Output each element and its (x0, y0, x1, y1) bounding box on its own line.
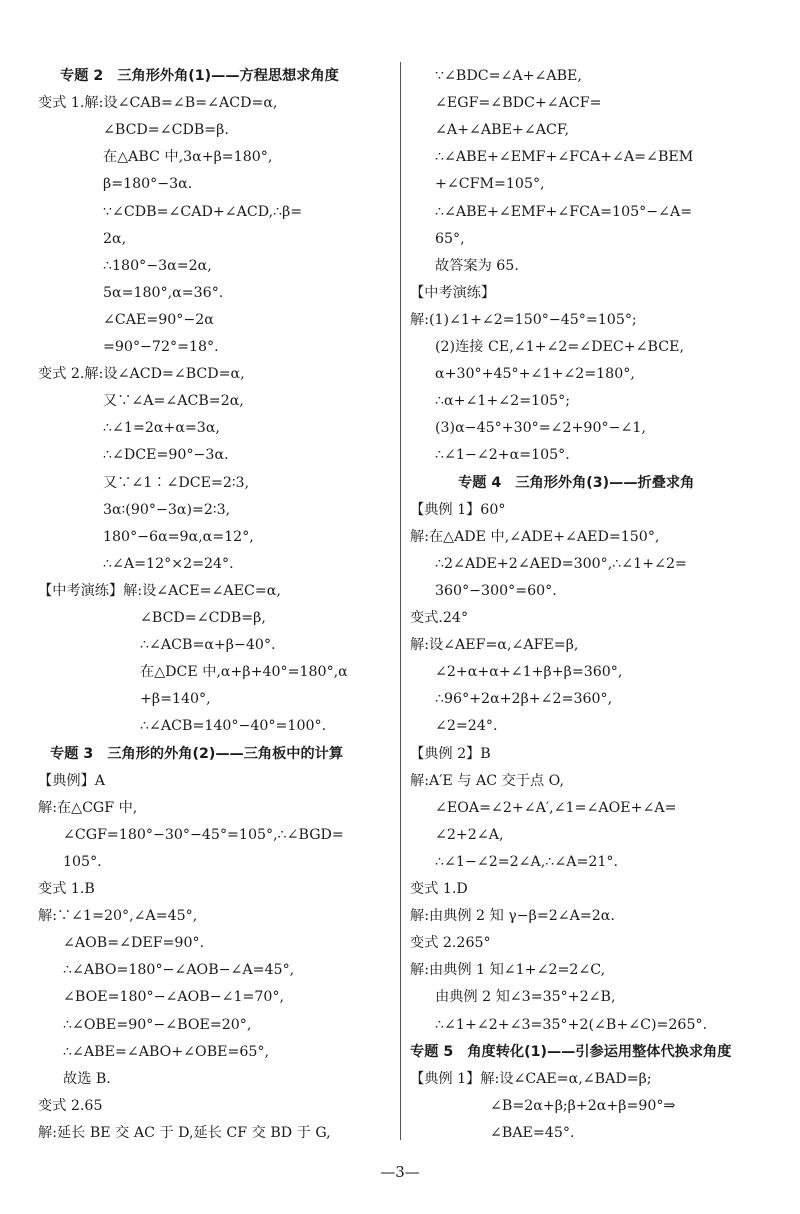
text-line: +∠CFM=105°, (435, 176, 545, 193)
text-line: 65°, (435, 230, 465, 247)
text-line: ∴∠ACB=140°−40°=100°. (140, 718, 327, 735)
text-line: ∠BAE=45°. (490, 1124, 575, 1141)
text-line: ∵∠BDC=∠A+∠ABE, (435, 68, 582, 84)
text-line: ∠2+α+α+∠1+β+β=360°, (435, 664, 623, 681)
text-line: ∴∠A=12°×2=24°. (103, 555, 234, 572)
text-line: ∠EOA=∠2+∠A′,∠1=∠AOE+∠A= (435, 799, 677, 816)
text-line: α+30°+45°+∠1+∠2=180°, (435, 366, 635, 383)
text-line: 又∵∠1∶∠DCE=2∶3, (103, 474, 250, 491)
text-line: 变式 1.B (38, 881, 95, 897)
text-line: 变式.24° (410, 610, 469, 626)
text-line: 【典例 1】解:设∠CAE=α,∠BAD=β; (410, 1070, 652, 1087)
left-column (38, 62, 390, 1152)
text-line: 【典例】A (38, 772, 105, 789)
text-line: 解:延长 BE 交 AC 于 D,延长 CF 交 BD 于 G, (38, 1124, 331, 1141)
text-line: ∠CAE=90°−2α (103, 311, 214, 328)
section-heading: 专题 2 三角形外角(1)——方程思想求角度 (60, 68, 339, 84)
text-line: ∴180°−3α=2α, (103, 257, 212, 274)
column-divider (400, 62, 401, 1140)
text-line: 故答案为 65. (435, 257, 519, 274)
text-line: ∴∠ABE+∠EMF+∠FCA+∠A=∠BEM (435, 149, 694, 166)
text-line: ∴∠1−∠2=2∠A,∴∠A=21°. (435, 853, 619, 870)
text-line: 变式 1.D (410, 881, 468, 897)
right-column (410, 62, 770, 1152)
text-line: 解:由典例 1 知∠1+∠2=2∠C, (410, 962, 606, 979)
text-line: 【典例 2】B (410, 745, 491, 762)
text-line: 解:A′E 与 AC 交于点 O, (410, 772, 564, 789)
text-line: 【中考演练】 (410, 284, 496, 301)
text-line: 解:由典例 2 知 γ−β=2∠A=2α. (410, 908, 615, 925)
text-line: 解:(1)∠1+∠2=150°−45°=105°; (410, 311, 637, 328)
text-line: 由典例 2 知∠3=35°+2∠B, (435, 989, 616, 1006)
text-line: =90°−72°=18°. (103, 339, 219, 355)
text-line: 解:设∠AEF=α,∠AFE=β, (410, 637, 579, 654)
text-line: 又∵∠A=∠ACB=2α, (103, 393, 244, 410)
text-line: ∠EGF=∠BDC+∠ACF= (435, 95, 602, 112)
text-line: β=180°−3α. (103, 176, 193, 193)
text-line: ∠BOE=180°−∠AOB−∠1=70°, (63, 989, 285, 1006)
text-line: (3)α−45°+30°=∠2+90°−∠1, (435, 420, 646, 437)
text-line: 3α∶(90°−3α)=2∶3, (103, 501, 231, 518)
text-line: 在△DCE 中,α+β+40°=180°,α (140, 664, 348, 681)
text-line: ∴96°+2α+2β+∠2=360°, (435, 691, 613, 708)
text-line: ∴∠1+∠2+∠3=35°+2(∠B+∠C)=265°. (435, 1016, 708, 1033)
text-line: 105°. (63, 853, 102, 870)
text-line: 变式 2.265° (410, 935, 491, 952)
text-line: ∠B=2α+β;β+2α+β=90°⇒ (490, 1097, 676, 1114)
text-line: (2)连接 CE,∠1+∠2=∠DEC+∠BCE, (435, 339, 684, 355)
section-heading: 专题 5 角度转化(1)——引参运用整体代换求角度 (410, 1043, 732, 1060)
text-line: ∠CGF=180°−30°−45°=105°,∴∠BGD= (63, 826, 344, 843)
page-number: —3— (380, 1163, 420, 1181)
text-line: 故选 B. (63, 1070, 111, 1087)
text-line: 【典例 1】60° (410, 501, 506, 518)
text-line: ∴α+∠1+∠2=105°; (435, 393, 571, 410)
text-line: 360°−300°=60°. (435, 582, 557, 599)
text-line: ∴2∠ADE+2∠AED=300°,∴∠1+∠2= (435, 555, 687, 572)
text-line: 变式 1.解:设∠CAB=∠B=∠ACD=α, (38, 95, 278, 112)
text-line: ∠2=24°. (435, 718, 498, 735)
text-line: 180°−6α=9α,α=12°, (103, 528, 254, 545)
text-line: 解:在△ADE 中,∠ADE+∠AED=150°, (410, 528, 660, 545)
text-line: ∴∠DCE=90°−3α. (103, 447, 229, 464)
text-line: 【中考演练】解:设∠ACE=∠AEC=α, (38, 582, 281, 599)
text-line: 解:在△CGF 中, (38, 799, 138, 816)
text-line: ∴∠ABE=∠ABO+∠OBE=65°, (63, 1043, 270, 1060)
text-line: 变式 2.65 (38, 1097, 103, 1114)
text-line: ∠BCD=∠CDB=β, (140, 610, 266, 626)
text-line: ∴∠ABE+∠EMF+∠FCA=105°−∠A= (435, 203, 693, 220)
text-line: ∠BCD=∠CDB=β. (103, 122, 229, 139)
text-line: ∠AOB=∠DEF=90°. (63, 935, 205, 952)
section-heading: 专题 4 三角形外角(3)——折叠求角 (458, 474, 695, 491)
text-line: 5α=180°,α=36°. (103, 284, 224, 301)
text-line: ∴∠ACB=α+β−40°. (140, 637, 276, 654)
text-line: ∴∠ABO=180°−∠AOB−∠A=45°, (63, 962, 295, 979)
text-line: ∴∠1−∠2+α=105°. (435, 447, 570, 464)
text-line: +β=140°, (140, 691, 211, 708)
text-line: 2α, (103, 230, 127, 247)
text-line: ∠A+∠ABE+∠ACF, (435, 122, 569, 139)
text-line: ∴∠OBE=90°−∠BOE=20°, (63, 1016, 252, 1033)
section-heading: 专题 3 三角形的外角(2)——三角板中的计算 (50, 745, 344, 762)
text-line: ∠2+2∠A, (435, 826, 504, 843)
text-line: 解:∵∠1=20°,∠A=45°, (38, 908, 198, 925)
text-line: ∵∠CDB=∠CAD+∠ACD,∴β= (103, 203, 303, 220)
text-line: 在△ABC 中,3α+β=180°, (103, 149, 273, 166)
text-line: ∴∠1=2α+α=3α, (103, 420, 220, 437)
text-line: 变式 2.解:设∠ACD=∠BCD=α, (38, 366, 245, 383)
